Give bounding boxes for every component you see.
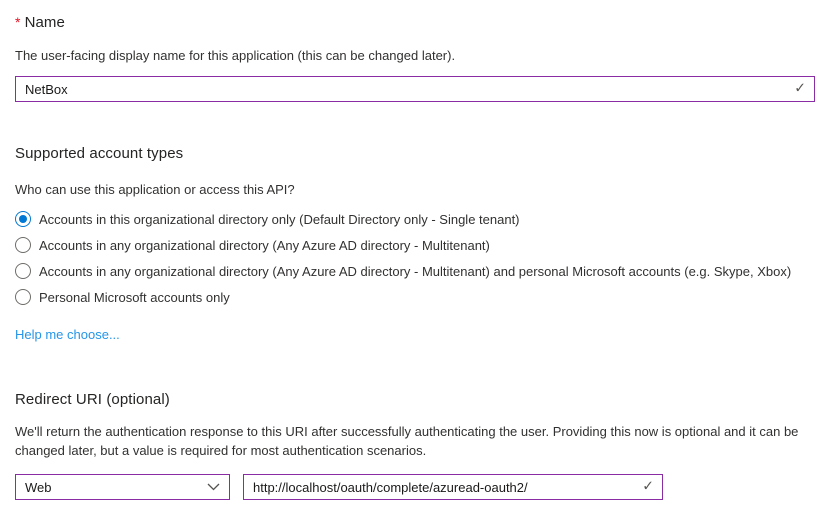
account-types-question: Who can use this application or access this API? xyxy=(15,182,295,197)
radio-unselected-icon[interactable] xyxy=(15,263,31,279)
name-input-wrapper xyxy=(15,76,815,102)
platform-dropdown[interactable] xyxy=(15,474,230,500)
redirect-uri-title: Redirect URI (optional) xyxy=(15,391,170,408)
chevron-down-icon xyxy=(207,483,220,491)
radio-option-label: Accounts in any organizational directory (Any Azure AD directory - Multitenant) and personal Microsoft accounts (e.g. Skype, Xbox) xyxy=(39,263,792,279)
account-types-title: Supported account types xyxy=(15,145,184,162)
help-me-choose-link[interactable]: Help me choose... xyxy=(15,327,120,342)
radio-unselected-icon[interactable] xyxy=(15,289,31,305)
valid-check-icon: ✓ xyxy=(642,478,654,495)
required-asterisk: * xyxy=(15,14,21,30)
radio-selected-icon[interactable] xyxy=(15,211,31,227)
redirect-uri-description: We'll return the authentication response to this URI after successfully authenticating the user. Providing this now is optional and it can be changed later, but a value is required for most authentication scenarios. xyxy=(15,424,799,458)
name-title-text: Name xyxy=(24,14,65,31)
platform-dropdown-value: Web xyxy=(25,479,52,495)
radio-unselected-icon[interactable] xyxy=(15,237,31,253)
radio-option-multitenant[interactable] xyxy=(15,232,815,258)
radio-option-personal-only[interactable] xyxy=(15,284,815,310)
name-input[interactable] xyxy=(15,76,815,102)
name-section-title xyxy=(15,12,815,33)
radio-option-label: Accounts in any organizational directory (Any Azure AD directory - Multitenant) xyxy=(39,237,490,253)
radio-option-label: Personal Microsoft accounts only xyxy=(39,289,230,305)
radio-option-single-tenant[interactable] xyxy=(15,206,815,232)
name-description: The user-facing display name for this application (this can be changed later). xyxy=(15,48,456,63)
account-types-radio-group xyxy=(15,206,815,310)
valid-check-icon: ✓ xyxy=(794,80,806,97)
redirect-uri-input-wrapper xyxy=(243,474,663,500)
radio-option-multitenant-personal[interactable] xyxy=(15,258,815,284)
redirect-uri-row xyxy=(15,474,815,500)
redirect-uri-input[interactable] xyxy=(243,474,663,500)
radio-option-label: Accounts in this organizational directory only (Default Directory only - Single tenant) xyxy=(39,211,520,227)
